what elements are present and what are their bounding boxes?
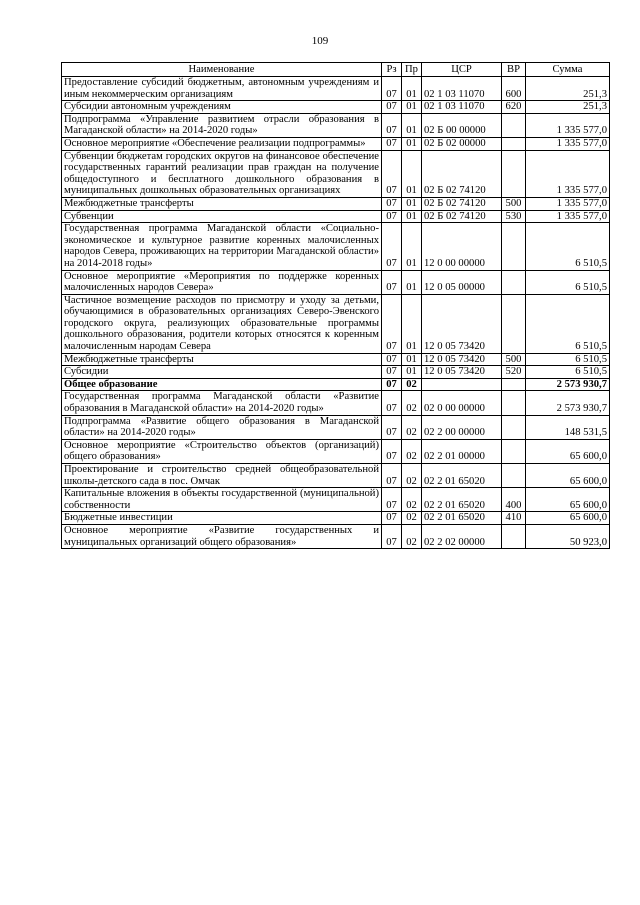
cell-rz: 07 — [382, 366, 402, 379]
cell-vr: 400 — [502, 488, 526, 512]
cell-vr — [502, 150, 526, 197]
cell-rz: 07 — [382, 378, 402, 391]
cell-pr: 01 — [402, 223, 422, 270]
cell-vr — [502, 391, 526, 415]
cell-sum: 1 335 577,0 — [526, 113, 610, 137]
cell-name: Основное мероприятие «Строительство объектов (организаций) общего образования» — [62, 439, 382, 463]
budget-table — [61, 62, 610, 549]
cell-sum: 65 600,0 — [526, 439, 610, 463]
cell-rz: 07 — [382, 464, 402, 488]
cell-pr: 01 — [402, 210, 422, 223]
cell-sum: 6 510,5 — [526, 223, 610, 270]
page-number: 109 — [311, 35, 329, 47]
table-row — [62, 150, 610, 197]
cell-pr: 01 — [402, 150, 422, 197]
cell-name: Государственная программа Магаданской области «Социально-экономическое и культурное развитие коренных малочисленных народов Севера, проживающих на территории Магаданской области» на 2014-2018 годы» — [62, 223, 382, 270]
cell-pr: 01 — [402, 197, 422, 210]
cell-csr: 12 0 05 73420 — [422, 294, 502, 353]
table-row — [62, 197, 610, 210]
cell-rz: 07 — [382, 488, 402, 512]
cell-rz: 07 — [382, 415, 402, 439]
cell-vr — [502, 137, 526, 150]
cell-vr: 530 — [502, 210, 526, 223]
cell-csr: 02 2 02 00000 — [422, 524, 502, 548]
table-row — [62, 524, 610, 548]
table-row — [62, 210, 610, 223]
cell-csr: 02 Б 02 74120 — [422, 197, 502, 210]
cell-rz: 07 — [382, 150, 402, 197]
cell-rz: 07 — [382, 210, 402, 223]
header-vr: ВР — [502, 63, 526, 77]
cell-csr: 02 2 00 00000 — [422, 415, 502, 439]
table-row — [62, 366, 610, 379]
cell-sum: 251,3 — [526, 101, 610, 114]
cell-vr — [502, 113, 526, 137]
cell-name: Основное мероприятие «Обеспечение реализации подпрограммы» — [62, 137, 382, 150]
cell-sum: 6 510,5 — [526, 294, 610, 353]
cell-sum: 6 510,5 — [526, 366, 610, 379]
cell-sum: 1 335 577,0 — [526, 197, 610, 210]
cell-name: Межбюджетные трансферты — [62, 353, 382, 366]
cell-name: Капитальные вложения в объекты государственной (муниципальной) собственности — [62, 488, 382, 512]
cell-name: Межбюджетные трансферты — [62, 197, 382, 210]
cell-name: Бюджетные инвестиции — [62, 512, 382, 525]
cell-vr — [502, 464, 526, 488]
table-row — [62, 488, 610, 512]
cell-name: Субсидии — [62, 366, 382, 379]
cell-pr: 02 — [402, 439, 422, 463]
cell-vr: 520 — [502, 366, 526, 379]
cell-vr — [502, 223, 526, 270]
table-header-row — [62, 63, 610, 77]
cell-pr: 02 — [402, 378, 422, 391]
table-row — [62, 512, 610, 525]
cell-csr: 02 2 01 65020 — [422, 512, 502, 525]
cell-rz: 07 — [382, 391, 402, 415]
table-row — [62, 113, 610, 137]
cell-name: Частичное возмещение расходов по присмотру и уходу за детьми, обучающимися в образовательных организациях Северо-Эвенского городского округа, реализующих образовательные программы дошкольного образования, родители которых относятся к коренным малочисленным народам Севера — [62, 294, 382, 353]
cell-pr: 01 — [402, 101, 422, 114]
cell-name: Субсидии автономным учреждениям — [62, 101, 382, 114]
cell-rz: 07 — [382, 113, 402, 137]
cell-rz: 07 — [382, 223, 402, 270]
cell-name: Предоставление субсидий бюджетным, автономным учреждениям и иным некоммерческим организациям — [62, 77, 382, 101]
table-row — [62, 391, 610, 415]
cell-sum: 6 510,5 — [526, 270, 610, 294]
cell-sum: 6 510,5 — [526, 353, 610, 366]
cell-pr: 01 — [402, 77, 422, 101]
table-row — [62, 378, 610, 391]
cell-pr: 02 — [402, 488, 422, 512]
cell-sum: 65 600,0 — [526, 512, 610, 525]
cell-name: Общее образование — [62, 378, 382, 391]
header-pr: Пр — [402, 63, 422, 77]
cell-pr: 02 — [402, 512, 422, 525]
cell-rz: 07 — [382, 137, 402, 150]
cell-csr: 02 1 03 11070 — [422, 77, 502, 101]
cell-vr: 500 — [502, 197, 526, 210]
cell-csr: 12 0 05 73420 — [422, 353, 502, 366]
header-csr: ЦСР — [422, 63, 502, 77]
cell-pr: 01 — [402, 353, 422, 366]
cell-vr: 500 — [502, 353, 526, 366]
cell-rz: 07 — [382, 270, 402, 294]
cell-csr: 02 Б 02 74120 — [422, 150, 502, 197]
cell-vr — [502, 270, 526, 294]
cell-csr: 12 0 05 73420 — [422, 366, 502, 379]
cell-csr: 02 2 01 65020 — [422, 488, 502, 512]
cell-name: Основное мероприятие «Мероприятия по поддержке коренных малочисленных народов Севера» — [62, 270, 382, 294]
table-row — [62, 101, 610, 114]
cell-pr: 02 — [402, 464, 422, 488]
table-row — [62, 270, 610, 294]
cell-rz: 07 — [382, 101, 402, 114]
cell-name: Подпрограмма «Развитие общего образования в Магаданской области» на 2014-2020 годы» — [62, 415, 382, 439]
cell-sum: 65 600,0 — [526, 464, 610, 488]
cell-pr: 01 — [402, 366, 422, 379]
cell-rz: 07 — [382, 512, 402, 525]
cell-vr: 410 — [502, 512, 526, 525]
header-rz: Рз — [382, 63, 402, 77]
cell-csr: 02 Б 02 74120 — [422, 210, 502, 223]
cell-rz: 07 — [382, 439, 402, 463]
cell-name: Государственная программа Магаданской области «Развитие образования в Магаданской области» на 2014-2020 годы» — [62, 391, 382, 415]
cell-vr — [502, 439, 526, 463]
cell-vr — [502, 524, 526, 548]
cell-csr: 02 Б 00 00000 — [422, 113, 502, 137]
table-row — [62, 464, 610, 488]
cell-name: Субвенции — [62, 210, 382, 223]
cell-vr — [502, 294, 526, 353]
cell-pr: 01 — [402, 113, 422, 137]
cell-sum: 1 335 577,0 — [526, 137, 610, 150]
cell-pr: 02 — [402, 524, 422, 548]
cell-vr: 600 — [502, 77, 526, 101]
cell-csr: 02 0 00 00000 — [422, 391, 502, 415]
cell-name: Субвенции бюджетам городских округов на финансовое обеспечение государственных гарантий реализации прав граждан на получение общедоступного и бесплатного дошкольного образования в муниципальных дошкольных образовательных организациях — [62, 150, 382, 197]
table-row — [62, 77, 610, 101]
cell-rz: 07 — [382, 77, 402, 101]
header-name: Наименование — [62, 63, 382, 77]
cell-pr: 02 — [402, 415, 422, 439]
cell-pr: 01 — [402, 294, 422, 353]
table-body — [62, 77, 610, 549]
table-row — [62, 439, 610, 463]
cell-vr: 620 — [502, 101, 526, 114]
cell-rz: 07 — [382, 294, 402, 353]
cell-csr: 02 2 01 65020 — [422, 464, 502, 488]
cell-csr: 12 0 05 00000 — [422, 270, 502, 294]
cell-sum: 148 531,5 — [526, 415, 610, 439]
cell-sum: 1 335 577,0 — [526, 210, 610, 223]
cell-pr: 01 — [402, 137, 422, 150]
cell-sum: 65 600,0 — [526, 488, 610, 512]
table-row — [62, 415, 610, 439]
cell-pr: 02 — [402, 391, 422, 415]
table-row — [62, 223, 610, 270]
cell-sum: 50 923,0 — [526, 524, 610, 548]
cell-rz: 07 — [382, 353, 402, 366]
cell-sum: 1 335 577,0 — [526, 150, 610, 197]
cell-csr — [422, 378, 502, 391]
cell-sum: 2 573 930,7 — [526, 391, 610, 415]
table-row — [62, 353, 610, 366]
cell-name: Подпрограмма «Управление развитием отрасли образования в Магаданской области» на 2014-2020 годы» — [62, 113, 382, 137]
cell-sum: 251,3 — [526, 77, 610, 101]
cell-sum: 2 573 930,7 — [526, 378, 610, 391]
cell-csr: 02 1 03 11070 — [422, 101, 502, 114]
cell-name: Основное мероприятие «Развитие государственных и муниципальных организаций общего образования» — [62, 524, 382, 548]
cell-pr: 01 — [402, 270, 422, 294]
cell-vr — [502, 415, 526, 439]
header-sum: Сумма — [526, 63, 610, 77]
cell-csr: 02 Б 02 00000 — [422, 137, 502, 150]
table-row — [62, 137, 610, 150]
table-row — [62, 294, 610, 353]
cell-csr: 12 0 00 00000 — [422, 223, 502, 270]
cell-name: Проектирование и строительство средней общеобразовательной школы-детского сада в пос. Омчак — [62, 464, 382, 488]
cell-vr — [502, 378, 526, 391]
cell-rz: 07 — [382, 197, 402, 210]
cell-csr: 02 2 01 00000 — [422, 439, 502, 463]
cell-rz: 07 — [382, 524, 402, 548]
